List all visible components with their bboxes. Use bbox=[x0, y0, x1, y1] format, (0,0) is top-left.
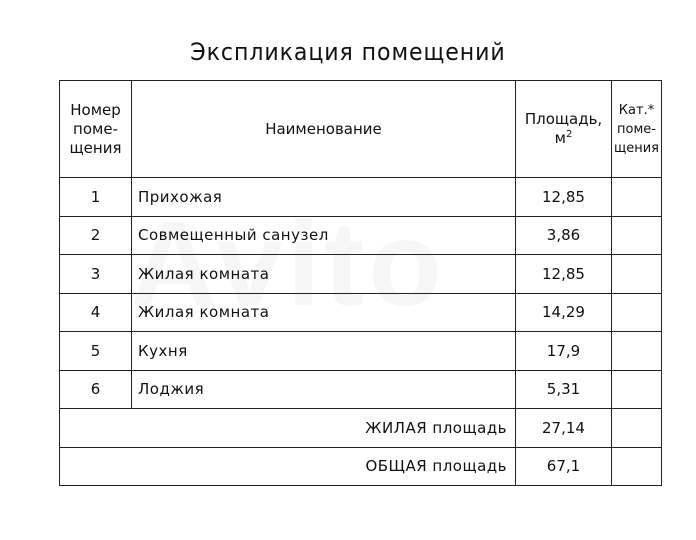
table-row bbox=[60, 370, 662, 409]
room-name: Жилая комната bbox=[132, 293, 516, 332]
room-area: 12,85 bbox=[516, 255, 612, 294]
room-number: 6 bbox=[60, 370, 132, 409]
room-name: Лоджия bbox=[132, 370, 516, 409]
room-name: Совмещенный санузел bbox=[132, 216, 516, 255]
room-number: 5 bbox=[60, 332, 132, 371]
room-area: 12,85 bbox=[516, 178, 612, 217]
room-area: 5,31 bbox=[516, 370, 612, 409]
header-number-line2: поме- bbox=[73, 119, 118, 138]
total-area: 67,1 bbox=[516, 447, 612, 486]
room-area: 17,9 bbox=[516, 332, 612, 371]
table-row bbox=[60, 255, 662, 294]
room-category bbox=[612, 332, 662, 371]
header-room-number bbox=[60, 81, 132, 178]
header-row bbox=[60, 81, 662, 178]
room-name: Прихожая bbox=[132, 178, 516, 217]
total-row bbox=[60, 447, 662, 486]
table-row bbox=[60, 293, 662, 332]
header-area bbox=[516, 81, 612, 178]
room-category bbox=[612, 216, 662, 255]
room-name: Жилая комната bbox=[132, 255, 516, 294]
header-name-label: Наименование bbox=[265, 119, 382, 138]
header-category bbox=[612, 81, 662, 178]
room-number: 1 bbox=[60, 178, 132, 217]
total-row bbox=[60, 409, 662, 448]
header-area-line1: Площадь, bbox=[524, 110, 603, 128]
room-area: 14,29 bbox=[516, 293, 612, 332]
room-number: 2 bbox=[60, 216, 132, 255]
room-category bbox=[612, 178, 662, 217]
page-title: Экспликация помещений bbox=[190, 38, 506, 66]
room-name: Кухня bbox=[132, 332, 516, 371]
room-category bbox=[612, 370, 662, 409]
total-category bbox=[612, 447, 662, 486]
room-category bbox=[612, 293, 662, 332]
header-area-superscript: 2 bbox=[565, 129, 573, 140]
table-row bbox=[60, 332, 662, 371]
room-number: 3 bbox=[60, 255, 132, 294]
header-number-line1: Номер bbox=[70, 100, 121, 119]
header-cat-line3: щения bbox=[613, 140, 659, 156]
total-category bbox=[612, 409, 662, 448]
header-room-name bbox=[132, 81, 516, 178]
explication-table bbox=[59, 80, 662, 486]
header-area-unit: м bbox=[554, 129, 566, 147]
total-label: ЖИЛАЯ площадь bbox=[60, 409, 516, 448]
total-area: 27,14 bbox=[516, 409, 612, 448]
room-area: 3,86 bbox=[516, 216, 612, 255]
table-row bbox=[60, 178, 662, 217]
header-number-line3: щения bbox=[69, 138, 122, 157]
room-number: 4 bbox=[60, 293, 132, 332]
header-cat-line1: Кат.* bbox=[618, 102, 655, 118]
total-label: ОБЩАЯ площадь bbox=[60, 447, 516, 486]
room-category bbox=[612, 255, 662, 294]
header-cat-line2: поме- bbox=[617, 121, 656, 137]
table-row bbox=[60, 216, 662, 255]
